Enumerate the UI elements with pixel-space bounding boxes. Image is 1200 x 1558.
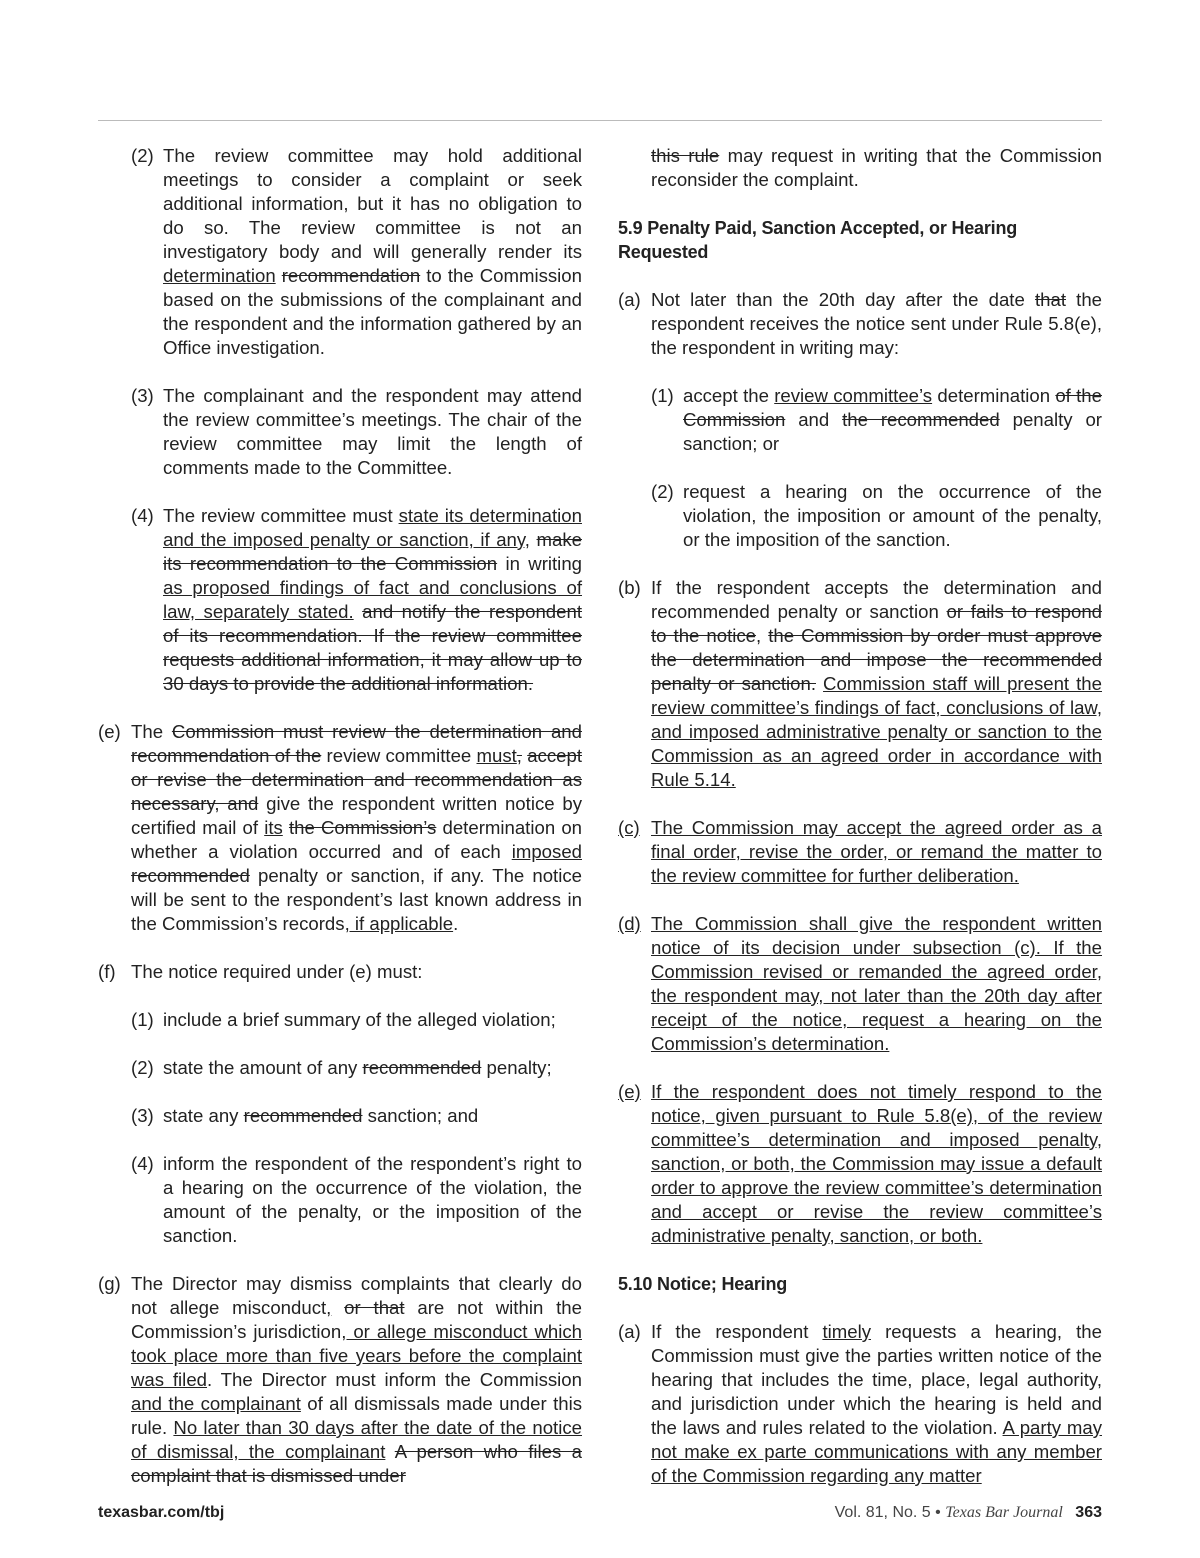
item-label: (1) [131, 1009, 154, 1030]
inserted-text: and the complainant [131, 1393, 301, 1414]
inserted-text: A party may not make ex parte communications with any member of the Commission regarding any matter [651, 1417, 1102, 1486]
inserted-text: its [264, 817, 283, 838]
text-run: may request in writing that the Commission reconsider the complaint. [651, 145, 1102, 190]
item-label: (e) [98, 721, 121, 742]
text-run [816, 673, 823, 694]
text-run: . [453, 913, 459, 934]
text-run: are not within the Commission’s jurisdiction [131, 1297, 582, 1342]
header-rule [98, 120, 1102, 121]
section-e [98, 720, 582, 936]
inserted-text: determination [163, 265, 276, 286]
section-g [98, 1272, 582, 1488]
deleted-text: recommended [243, 1105, 363, 1126]
section-5-9-d [618, 912, 1102, 1056]
item-label: (b) [618, 577, 641, 598]
text-run: penalty; [481, 1057, 552, 1078]
text-run [331, 1297, 344, 1318]
item-label: (c) [618, 817, 640, 838]
continuation-paragraph [618, 144, 1102, 192]
text-run: The Director may dismiss complaints that clearly do not allege misconduct [131, 1273, 582, 1318]
deleted-text: the Commission by order must approve the determination and impose the recommended penalty or sanction. [651, 625, 1102, 694]
footer-bullet: • [935, 1504, 941, 1521]
text-run: . The Director must inform the Commission [207, 1369, 582, 1390]
inserted-text: The Commission shall give the respondent written notice of its decision under subsection (c). If the Commission revised or remanded the agreed order, the respondent may, not later than the 20th day after receipt of the notice, request a hearing on the Commission’s determination. [651, 913, 1102, 1054]
inserted-text: timely [822, 1321, 871, 1342]
subsection-4 [98, 504, 582, 696]
text-run: of all dismissals made under this rule. [131, 1393, 583, 1438]
item-label: (2) [131, 145, 154, 166]
text-run: state any [163, 1105, 244, 1126]
item-label: (4) [131, 505, 154, 526]
text-run [354, 601, 363, 622]
subsection-3 [98, 384, 582, 480]
text-run [385, 1441, 394, 1462]
page-footer [98, 1504, 1102, 1528]
inserted-text: state its determination and the imposed penalty or sanction, if any, [163, 505, 582, 550]
item-label: (d) [618, 913, 641, 934]
deleted-text: of the Commission [683, 385, 1102, 430]
text-run: review committee [321, 745, 477, 766]
text-run: The review committee may hold additional meetings to consider a complaint or seek additional information, but it has no obligation to do so. The review committee is not an investigatory body and will generally render its [163, 145, 582, 262]
deleted-text: , [516, 745, 522, 766]
subsection-5-9-a1 [618, 384, 1102, 456]
text-run: The notice required under (e) must: [131, 961, 423, 982]
item-label: (2) [131, 1057, 154, 1078]
page-number: 363 [1075, 1504, 1102, 1521]
text-run: inform the respondent of the respondent’s right to a hearing on the occurrence of the violation, the amount of the penalty, or the imposition of the sanction. [163, 1153, 582, 1246]
section-5-9-a [618, 288, 1102, 360]
inserted-text: Commission staff will present the review committee’s findings of fact, conclusions of law, and imposed administrative penalty or sanction to the Commission as an agreed order in accordance with Rule 5.14. [651, 673, 1102, 790]
subsection-5-9-a2 [618, 480, 1102, 552]
deleted-text: or that [344, 1297, 405, 1318]
item-label: (3) [131, 1105, 154, 1126]
footer-volume: Vol. 81, No. 5 [834, 1504, 931, 1521]
deleted-text: recommendation [281, 265, 421, 286]
inserted-text: The Commission may accept the agreed order as a final order, revise the order, or remand the matter to the review committee for further deliberation. [651, 817, 1102, 886]
item-label: (a) [618, 289, 641, 310]
deleted-text: recommended [362, 1057, 482, 1078]
footer-citation [835, 1504, 1102, 1522]
right-column [618, 144, 1102, 1512]
section-5-9-e [618, 1080, 1102, 1248]
section-5-9-c [618, 816, 1102, 888]
text-run: and [785, 409, 843, 430]
inserted-text: , [326, 1297, 332, 1318]
item-label: (2) [651, 481, 674, 502]
inserted-text: No later than 30 days after the date of the notice of dismissal, the complainant [131, 1417, 582, 1462]
inserted-text: If the respondent does not timely respond to the notice, given pursuant to Rule 5.8(e), of the review committee’s determination and imposed penalty, sanction, or both, the Commission may issue a default order to approve the review committee’s determination and accept or revise the review committee’s administrative penalty, sanction, or both. [651, 1081, 1102, 1246]
deleted-text: the Commission’s [288, 817, 437, 838]
text-run: sanction; and [362, 1105, 479, 1126]
text-run: in writing [497, 553, 582, 574]
item-label: (3) [131, 385, 154, 406]
text-run: determination on whether a violation occurred and of each [131, 817, 583, 862]
text-run: to the Commission based on the submissions of the complainant and the respondent and the information gathered by an Office investigation. [163, 265, 582, 358]
subsection-f1 [98, 1008, 582, 1032]
text-run: request a hearing on the occurrence of the violation, the imposition or amount of the penalty, or the imposition of the sanction. [683, 481, 1102, 550]
deleted-text: Commission must review the determination and recommendation of the [131, 721, 582, 766]
deleted-text: make its recommendation to the Commission [163, 529, 582, 574]
item-label: (a) [618, 1321, 641, 1342]
item-label: (4) [131, 1153, 154, 1174]
deleted-text: that [1034, 289, 1066, 310]
deleted-text: and notify the respondent of its recommendation. If the review committee requests additional information, it may allow up to 30 days to provide the additional information. [163, 601, 582, 694]
deleted-text: recommended [131, 865, 250, 886]
heading-5-10: 5.10 Notice; Hearing [618, 1274, 788, 1294]
item-label: (f) [98, 961, 116, 982]
subsection-f3 [98, 1104, 582, 1128]
inserted-text: as proposed findings of fact and conclusions of law, separately stated. [163, 577, 582, 622]
text-run: The [131, 721, 172, 742]
footer-website: texasbar.com/tbj [98, 1504, 225, 1521]
subsection-f2 [98, 1056, 582, 1080]
item-label: (e) [618, 1081, 641, 1102]
text-run: penalty or sanction; or [683, 409, 1102, 454]
text-run: penalty or sanction, if any. The notice will be sent to the respondent’s last known address in the Commission’s records [131, 865, 582, 934]
section-f [98, 960, 582, 984]
inserted-text: , or allege misconduct which took place more than five years before the complaint was filed [131, 1321, 582, 1390]
subsection-2 [98, 144, 582, 360]
text-run: state the amount of any [163, 1057, 363, 1078]
text-run: include a brief summary of the alleged violation; [163, 1009, 556, 1030]
deleted-text: this rule [651, 145, 720, 166]
deleted-text: or fails to respond to the notice [651, 601, 1102, 646]
section-5-9-b [618, 576, 1102, 792]
text-run: give the respondent written notice by certified mail of [131, 793, 582, 838]
text-run: The complainant and the respondent may attend the review committee’s meetings. The chair of the review committee may limit the length of comments made to the Committee. [163, 385, 582, 478]
inserted-text: imposed [511, 841, 582, 862]
text-run: Not later than the 20th day after the date [651, 289, 1035, 310]
left-column [98, 144, 582, 1512]
text-run: If the respondent accepts the determination and recommended penalty or sanction [651, 577, 1102, 622]
footer-journal: Texas Bar Journal [945, 1504, 1063, 1521]
deleted-text: A person who files a complaint that is dismissed under [131, 1441, 582, 1486]
text-run: The review committee must [163, 505, 399, 526]
text-run: the respondent receives the notice sent under Rule 5.8(e), the respondent in writing may: [651, 289, 1103, 358]
text-run: , [756, 625, 769, 646]
heading-5-9: 5.9 Penalty Paid, Sanction Accepted, or Hearing Requested [618, 218, 1018, 262]
inserted-text: , if applicable [344, 913, 454, 934]
deleted-text: accept or revise the determination and recommendation as necessary, and [131, 745, 582, 814]
inserted-text: review committee’s [774, 385, 933, 406]
item-label: (1) [651, 385, 674, 406]
text-run: accept the [683, 385, 775, 406]
inserted-text: must [476, 745, 517, 766]
subsection-f4 [98, 1152, 582, 1248]
deleted-text: the recommended [842, 409, 1000, 430]
text-run: If the respondent [651, 1321, 823, 1342]
text-run: determination [932, 385, 1056, 406]
text-run: requests a hearing, the Commission must give the parties written notice of the hearing that includes the time, place, legal authority, and jurisdiction under which the hearing is held and the laws and rules related to the violation. [651, 1321, 1102, 1438]
item-label: (g) [98, 1273, 121, 1294]
section-5-10-a [618, 1320, 1102, 1488]
